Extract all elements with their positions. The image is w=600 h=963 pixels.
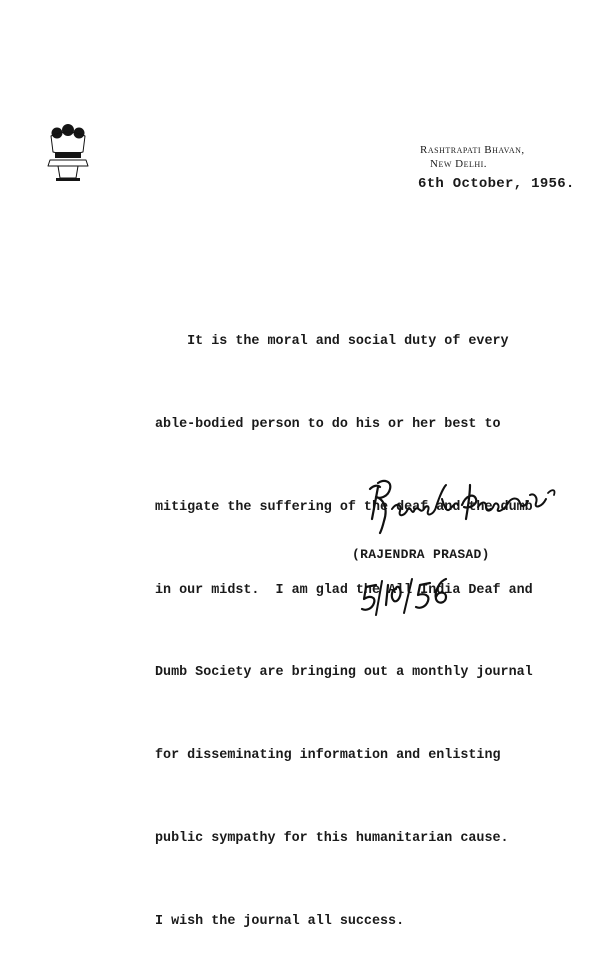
state-emblem-icon [44, 122, 92, 184]
body-line: able-bodied person to do his or her best to [155, 416, 501, 432]
handwritten-signature [358, 475, 563, 537]
letter-body [155, 273, 575, 963]
body-line: Dumb Society are bringing out a monthly journal [155, 665, 533, 681]
letter-date: 6th October, 1956. [418, 176, 575, 192]
body-line: mitigate the suffering of the deaf and the dumb [155, 499, 533, 515]
body-line: for disseminating information and enlisting [155, 748, 501, 764]
address-line-1: Rashtrapati Bhavan, [420, 144, 525, 156]
address-line-2: New Delhi. [430, 158, 488, 170]
letterhead-address [420, 143, 525, 171]
body-line: I wish the journal all success. [155, 913, 405, 929]
typed-signatory-name: (RAJENDRA PRASAD) [352, 547, 490, 562]
body-line: It is the moral and social duty of every [155, 334, 509, 350]
body-line: in our midst. I am glad the All India Deaf and [155, 582, 533, 598]
handwritten-date [360, 571, 450, 617]
body-line: public sympathy for this humanitarian cause. [155, 830, 509, 846]
